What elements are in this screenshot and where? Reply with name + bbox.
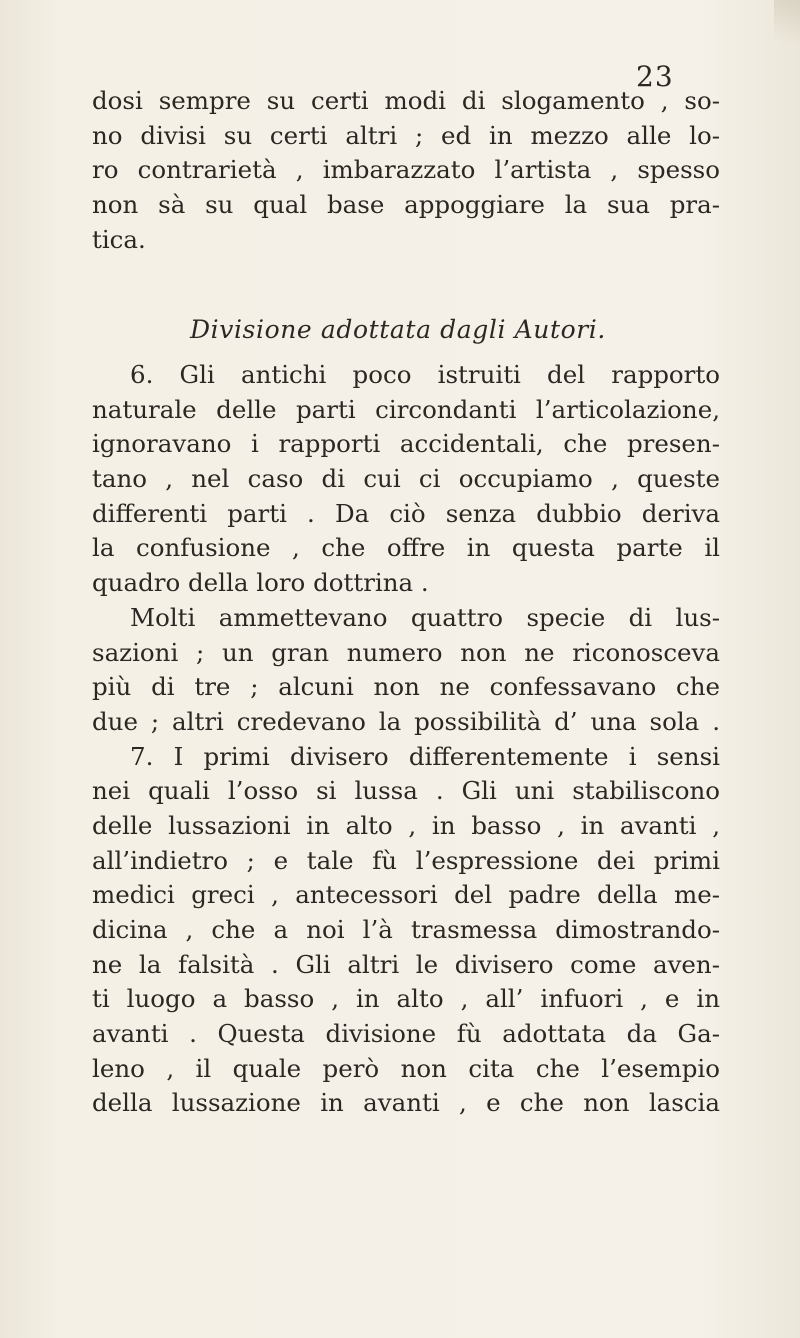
text-line: ne la falsità . Gli altri le divisero come aven- [92, 949, 720, 979]
text-line: delle lussazioni in alto , in basso , in avanti , [92, 810, 720, 840]
text-line: avanti . Questa divisione fù adottata da Ga- [92, 1019, 720, 1049]
page-number: 23 [636, 60, 674, 93]
text-line: medici greci , antecessori del padre della me- [92, 880, 720, 910]
text-line: dicina , che a noi l’à trasmessa dimostrando- [92, 915, 720, 944]
section-heading: Divisione adottata dagli Autori. [190, 315, 606, 344]
text-line: tica. [92, 224, 146, 254]
text-line: tano , nel caso di cui ci occupiamo , queste [92, 464, 720, 494]
text-line: più di tre ; alcuni non ne confessavano che [92, 672, 720, 702]
text-line: ro contrarietà , imbarazzato l’artista , spesso [92, 155, 720, 185]
text-line: no divisi su certi altri ; ed in mezzo alle lo- [92, 120, 720, 150]
text-line: differenti parti . Da ciò senza dubbio deriva [92, 498, 720, 528]
text-line: non sà su qual base appoggiare la sua pra- [92, 190, 720, 220]
text-line: della lussazione in avanti , e che non lascia [92, 1088, 720, 1118]
text-line: Molti ammettevano quattro specie di lus- [130, 602, 720, 632]
text-line: due ; altri credevano la possibilità d’ una sola . [92, 706, 720, 736]
text-line: ti luogo a basso , in alto , all’ infuori , e in [92, 984, 720, 1014]
intro-paragraph [92, 84, 720, 257]
text-line: sazioni ; un gran numero non ne riconosceva [92, 637, 720, 667]
text-line: la confusione , che offre in questa parte il [92, 533, 720, 563]
text-line: naturale delle parti circondanti l’articolazione, [92, 394, 720, 424]
text-line: leno , il quale però non cita che l’esempio [92, 1053, 720, 1083]
text-line: all’indietro ; e tale fù l’espressione dei primi [92, 845, 720, 875]
page-corner-shadow [774, 0, 800, 60]
body-text [92, 358, 720, 1121]
text-line: nei quali l’osso si lussa . Gli uni stabiliscono [92, 776, 720, 806]
text-line: 6. Gli antichi poco istruiti del rapporto [130, 360, 720, 389]
text-line: quadro della loro dottrina . [92, 568, 429, 598]
text-line: dosi sempre su certi modi di slogamento , so- [92, 86, 720, 115]
text-line: ignoravano i rapporti accidentali, che presen- [92, 429, 720, 459]
text-line: 7. I primi divisero differentemente i sensi [130, 741, 720, 771]
